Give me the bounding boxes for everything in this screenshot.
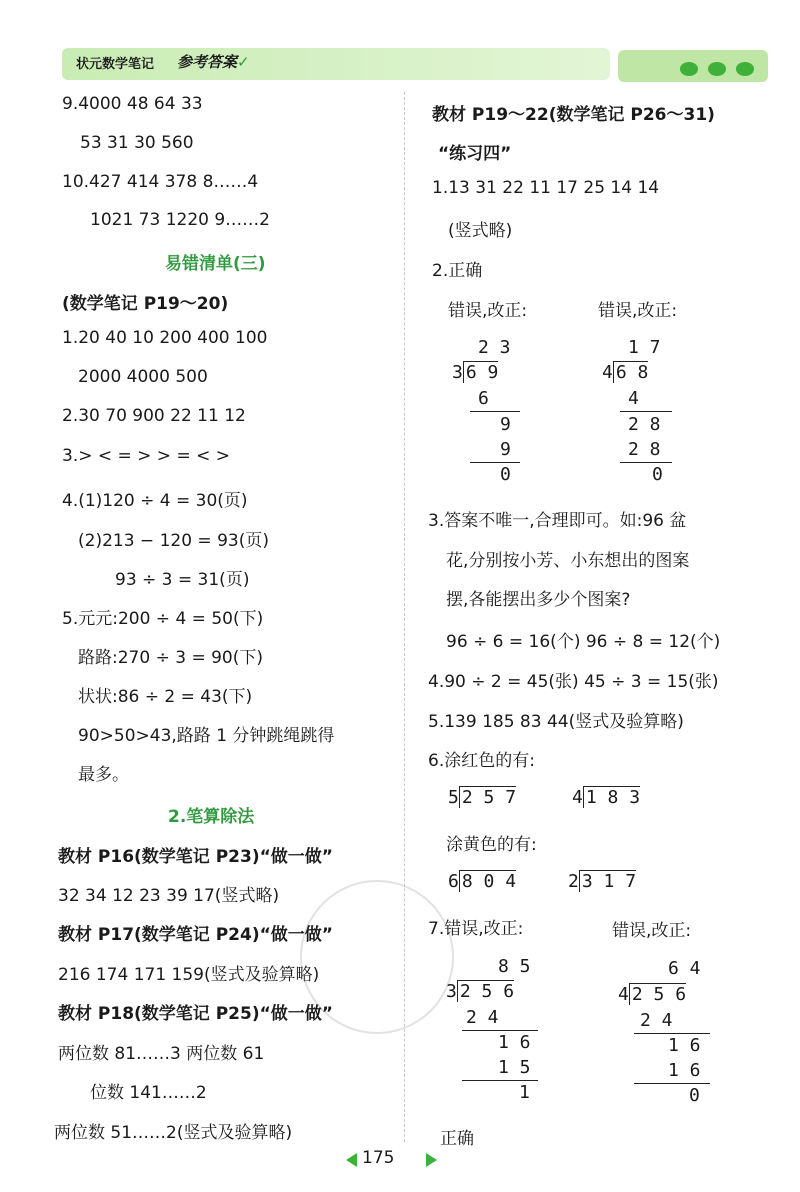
textbook-ref: 教材 P19～22(数学笔记 P26～31): [432, 105, 715, 125]
answer-2: 2.正确: [432, 261, 483, 281]
answer-3: 3.> < = > > = < >: [62, 446, 230, 466]
long-division: 3 2 5 6: [446, 981, 515, 1002]
answer-4-line1: 4.(1)120 ÷ 4 = 30(页): [62, 491, 248, 511]
answer-6-yellow: 涂黄色的有:: [446, 835, 537, 855]
long-division: 5 2 5 7: [448, 787, 517, 808]
header-title: 状元数学笔记: [76, 57, 155, 72]
answer-5-line5: 最多。: [78, 765, 129, 785]
long-division: 4 1 8 3: [572, 787, 641, 808]
answer-5-line4: 90>50>43,路路 1 分钟跳绳跳得: [78, 726, 335, 746]
division-row: 2 8: [628, 439, 661, 460]
header-answer-label: 参考答案✓: [177, 53, 250, 71]
q10-line2: 1021 73 1220 9……2: [90, 210, 271, 230]
answer-1-line1: 1.20 40 10 200 400 100: [62, 328, 268, 348]
answer-7-correct: 正确: [440, 1129, 474, 1149]
division-quotient: 8 5: [498, 956, 531, 977]
answer-3-line1: 3.答案不唯一,合理即可。如:96 盆: [428, 511, 687, 531]
dot-icon: [736, 62, 754, 76]
division-row: 2 8: [628, 414, 661, 435]
check-icon: ✓: [237, 53, 250, 71]
division-row: 0: [689, 1085, 700, 1106]
division-quotient: 1 7: [628, 337, 661, 358]
division-row: 1 5: [498, 1057, 531, 1078]
q9-line2: 53 31 30 560: [80, 133, 194, 153]
textbook-ref: 教材 P17(数学笔记 P24)“做一做”: [58, 925, 333, 945]
division-quotient: 6 4: [668, 958, 701, 979]
division-quotient: 2 3: [478, 337, 511, 358]
division-line: [470, 462, 520, 463]
division-row: 1 6: [668, 1035, 701, 1056]
answer-5-line3: 状状:86 ÷ 2 = 43(下): [78, 687, 253, 707]
long-division: 6 8 0 4: [448, 871, 517, 892]
page-number: 175: [362, 1148, 395, 1168]
error-label: 错误,改正:: [598, 301, 678, 321]
textbook-answer: 两位数 81……3 两位数 61: [58, 1044, 265, 1064]
textbook-answer: 位数 141……2: [90, 1083, 207, 1103]
answer-6: 6.涂红色的有:: [428, 751, 535, 771]
division-line: [620, 462, 672, 463]
q9-line1: 9.4000 48 64 33: [62, 94, 203, 114]
division-row: 2 4: [466, 1007, 499, 1028]
section-title: 易错清单(三): [165, 254, 266, 274]
error-label: 7.错误,改正:: [428, 919, 524, 939]
dot-icon: [708, 62, 726, 76]
answer-1-line2: 2000 4000 500: [78, 367, 208, 387]
division-row: 0: [652, 464, 663, 485]
division-row: 9: [500, 414, 511, 435]
error-label: 错误,改正:: [448, 301, 528, 321]
answer-1: 1.13 31 22 11 17 25 14 14: [432, 178, 660, 198]
answer-3-line3: 摆,各能摆出多少个图案?: [446, 590, 631, 610]
textbook-ref: 教材 P16(数学笔记 P23)“做一做”: [58, 847, 333, 867]
answer-3-line4: 96 ÷ 6 = 16(个) 96 ÷ 8 = 12(个): [446, 632, 721, 652]
long-division: 2 3 1 7: [568, 871, 637, 892]
division-row: 4: [628, 388, 639, 409]
division-row: 0: [500, 464, 511, 485]
division-row: 1: [519, 1082, 530, 1103]
section-title: 2.笔算除法: [168, 807, 255, 827]
textbook-ref: 教材 P18(数学笔记 P25)“做一做”: [58, 1004, 333, 1024]
division-line: [470, 411, 520, 412]
textbook-answer: 32 34 12 23 39 17(竖式略): [58, 886, 280, 906]
textbook-answer: 216 174 171 159(竖式及验算略): [58, 965, 320, 985]
answer-1-note: (竖式略): [448, 221, 513, 241]
long-division: 4 6 8: [602, 362, 649, 383]
division-row: 1 6: [668, 1060, 701, 1081]
source-ref: (数学笔记 P19～20): [62, 294, 229, 314]
long-division: 3 6 9: [452, 362, 499, 383]
answer-4-line2: (2)213 − 120 = 93(页): [78, 531, 269, 551]
answer-4: 4.90 ÷ 2 = 45(张) 45 ÷ 3 = 15(张): [428, 672, 719, 692]
division-row: 2 4: [640, 1010, 673, 1031]
textbook-answer: 两位数 51……2(竖式及验算略): [54, 1123, 293, 1143]
long-division: 4 2 5 6: [618, 984, 687, 1005]
dot-icon: [680, 62, 698, 76]
error-label: 错误,改正:: [612, 921, 692, 941]
division-row: 6: [478, 388, 489, 409]
answer-5-line1: 5.元元:200 ÷ 4 = 50(下): [62, 609, 264, 629]
division-line: [620, 411, 672, 412]
q10-line1: 10.427 414 378 8……4: [62, 172, 259, 192]
next-arrow-icon: [426, 1153, 437, 1167]
answer-3-line2: 花,分别按小芳、小东想出的图案: [446, 551, 690, 571]
exercise-title: “练习四”: [438, 144, 512, 164]
answer-4-line3: 93 ÷ 3 = 31(页): [115, 570, 250, 590]
division-row: 9: [500, 439, 511, 460]
answer-5: 5.139 185 83 44(竖式及验算略): [428, 712, 684, 732]
answer-2: 2.30 70 900 22 11 12: [62, 406, 246, 426]
answer-5-line2: 路路:270 ÷ 3 = 90(下): [78, 648, 263, 668]
prev-arrow-icon: [346, 1153, 357, 1167]
division-row: 1 6: [498, 1032, 531, 1053]
